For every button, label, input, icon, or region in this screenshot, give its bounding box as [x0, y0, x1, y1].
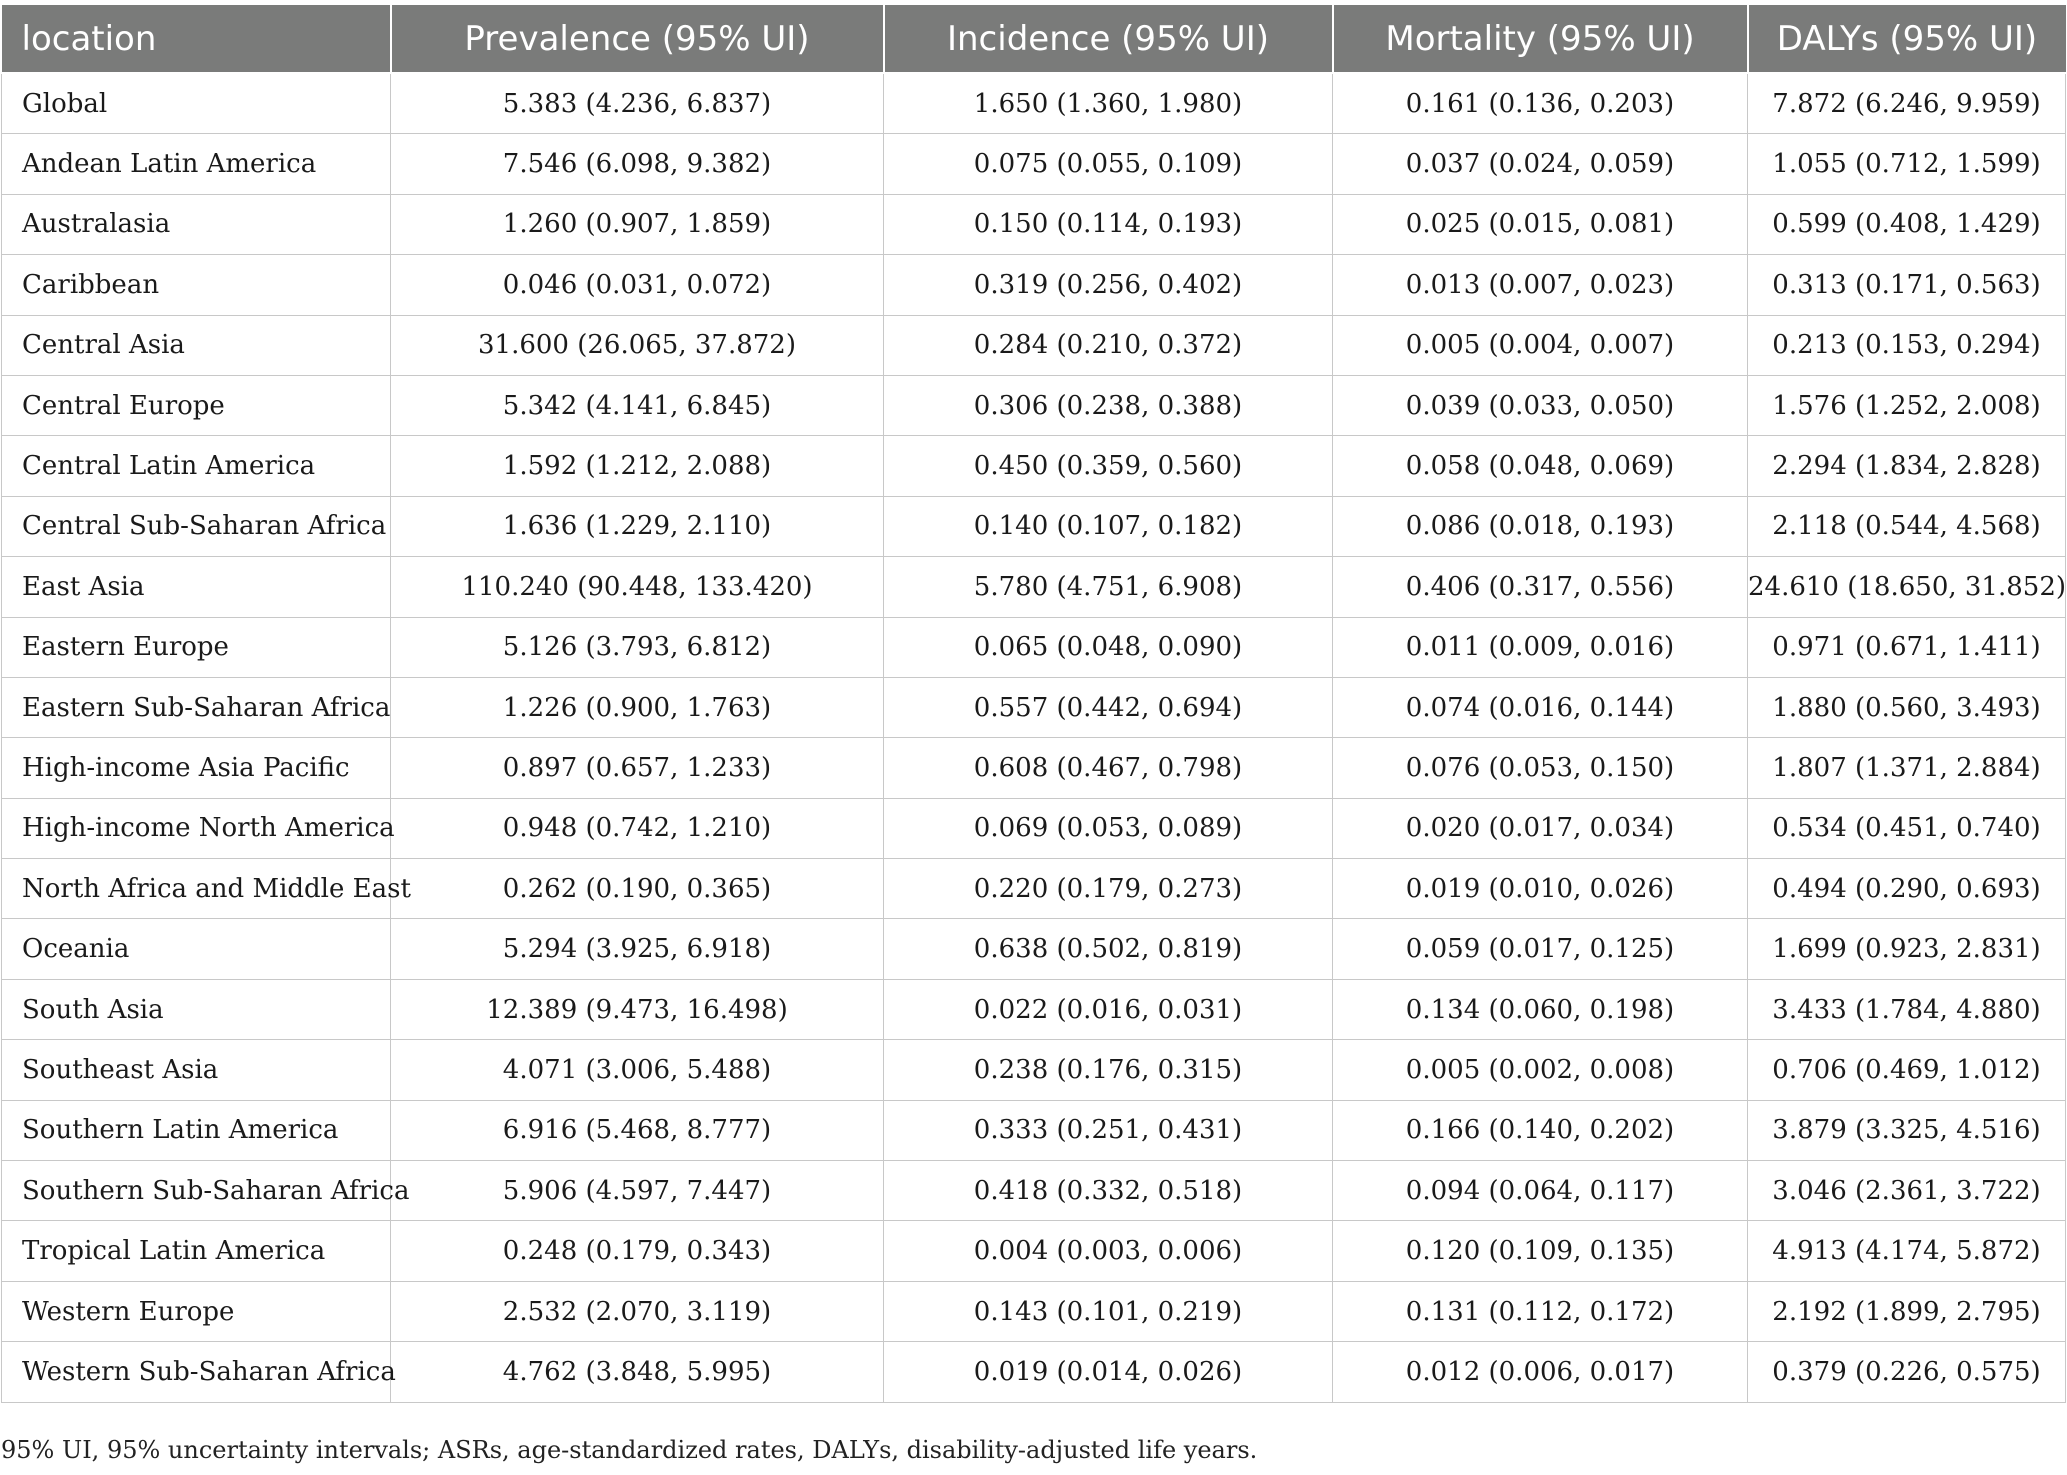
- prevalence-cell: 6.916 (5.468, 8.777): [391, 1100, 884, 1160]
- dalys-cell: 7.872 (6.246, 9.959): [1748, 73, 2066, 134]
- prevalence-cell: 0.262 (0.190, 0.365): [391, 859, 884, 919]
- incidence-cell: 0.075 (0.055, 0.109): [884, 134, 1333, 194]
- dalys-cell: 4.913 (4.174, 5.872): [1748, 1221, 2066, 1281]
- mortality-cell: 0.039 (0.033, 0.050): [1333, 375, 1748, 435]
- dalys-cell: 3.433 (1.784, 4.880): [1748, 979, 2066, 1039]
- mortality-cell: 0.059 (0.017, 0.125): [1333, 919, 1748, 979]
- incidence-cell: 0.319 (0.256, 0.402): [884, 255, 1333, 315]
- location-cell: Caribbean: [2, 255, 391, 315]
- mortality-cell: 0.134 (0.060, 0.198): [1333, 979, 1748, 1039]
- table-body: [2, 73, 2066, 1402]
- mortality-cell: 0.005 (0.004, 0.007): [1333, 315, 1748, 375]
- prevalence-cell: 110.240 (90.448, 133.420): [391, 557, 884, 617]
- prevalence-cell: 5.294 (3.925, 6.918): [391, 919, 884, 979]
- location-cell: Southern Latin America: [2, 1100, 391, 1160]
- mortality-cell: 0.020 (0.017, 0.034): [1333, 798, 1748, 858]
- prevalence-cell: 5.342 (4.141, 6.845): [391, 375, 884, 435]
- location-cell: Central Latin America: [2, 436, 391, 496]
- table-row: [2, 1281, 2066, 1341]
- dalys-cell: 0.599 (0.408, 1.429): [1748, 194, 2066, 254]
- incidence-cell: 0.238 (0.176, 0.315): [884, 1040, 1333, 1100]
- table-row: [2, 1221, 2066, 1281]
- column-header-dalys: DALYs (95% UI): [1748, 5, 2066, 73]
- prevalence-cell: 0.046 (0.031, 0.072): [391, 255, 884, 315]
- location-cell: Global: [2, 73, 391, 134]
- table-row: [2, 1161, 2066, 1221]
- prevalence-cell: 5.126 (3.793, 6.812): [391, 617, 884, 677]
- prevalence-cell: 1.260 (0.907, 1.859): [391, 194, 884, 254]
- location-cell: Western Sub-Saharan Africa: [2, 1342, 391, 1402]
- incidence-cell: 0.150 (0.114, 0.193): [884, 194, 1333, 254]
- table-row: [2, 979, 2066, 1039]
- incidence-cell: 0.284 (0.210, 0.372): [884, 315, 1333, 375]
- location-cell: Southern Sub-Saharan Africa: [2, 1161, 391, 1221]
- dalys-cell: 0.706 (0.469, 1.012): [1748, 1040, 2066, 1100]
- prevalence-cell: 1.592 (1.212, 2.088): [391, 436, 884, 496]
- dalys-cell: 1.807 (1.371, 2.884): [1748, 738, 2066, 798]
- mortality-cell: 0.074 (0.016, 0.144): [1333, 677, 1748, 737]
- location-cell: North Africa and Middle East: [2, 859, 391, 919]
- column-header-incidence: Incidence (95% UI): [884, 5, 1333, 73]
- incidence-cell: 0.418 (0.332, 0.518): [884, 1161, 1333, 1221]
- mortality-cell: 0.058 (0.048, 0.069): [1333, 436, 1748, 496]
- incidence-cell: 0.140 (0.107, 0.182): [884, 496, 1333, 556]
- incidence-cell: 1.650 (1.360, 1.980): [884, 73, 1333, 134]
- location-cell: East Asia: [2, 557, 391, 617]
- header-row: [2, 5, 2066, 73]
- incidence-cell: 0.019 (0.014, 0.026): [884, 1342, 1333, 1402]
- table-row: [2, 1040, 2066, 1100]
- mortality-cell: 0.086 (0.018, 0.193): [1333, 496, 1748, 556]
- data-table: [1, 5, 2066, 1403]
- location-cell: Eastern Sub-Saharan Africa: [2, 677, 391, 737]
- location-cell: High-income North America: [2, 798, 391, 858]
- location-cell: High-income Asia Pacific: [2, 738, 391, 798]
- mortality-cell: 0.005 (0.002, 0.008): [1333, 1040, 1748, 1100]
- dalys-cell: 0.534 (0.451, 0.740): [1748, 798, 2066, 858]
- dalys-cell: 2.192 (1.899, 2.795): [1748, 1281, 2066, 1341]
- incidence-cell: 0.004 (0.003, 0.006): [884, 1221, 1333, 1281]
- dalys-cell: 2.294 (1.834, 2.828): [1748, 436, 2066, 496]
- location-cell: Tropical Latin America: [2, 1221, 391, 1281]
- prevalence-cell: 0.897 (0.657, 1.233): [391, 738, 884, 798]
- dalys-cell: 3.046 (2.361, 3.722): [1748, 1161, 2066, 1221]
- mortality-cell: 0.076 (0.053, 0.150): [1333, 738, 1748, 798]
- table-row: [2, 436, 2066, 496]
- prevalence-cell: 1.226 (0.900, 1.763): [391, 677, 884, 737]
- mortality-cell: 0.019 (0.010, 0.026): [1333, 859, 1748, 919]
- dalys-cell: 1.055 (0.712, 1.599): [1748, 134, 2066, 194]
- location-cell: Southeast Asia: [2, 1040, 391, 1100]
- table-row: [2, 496, 2066, 556]
- table-row: [2, 134, 2066, 194]
- mortality-cell: 0.131 (0.112, 0.172): [1333, 1281, 1748, 1341]
- table-row: [2, 557, 2066, 617]
- table-row: [2, 677, 2066, 737]
- dalys-cell: 24.610 (18.650, 31.852): [1748, 557, 2066, 617]
- prevalence-cell: 1.636 (1.229, 2.110): [391, 496, 884, 556]
- location-cell: Central Europe: [2, 375, 391, 435]
- incidence-cell: 0.557 (0.442, 0.694): [884, 677, 1333, 737]
- mortality-cell: 0.406 (0.317, 0.556): [1333, 557, 1748, 617]
- prevalence-cell: 31.600 (26.065, 37.872): [391, 315, 884, 375]
- location-cell: Central Asia: [2, 315, 391, 375]
- prevalence-cell: 4.071 (3.006, 5.488): [391, 1040, 884, 1100]
- mortality-cell: 0.012 (0.006, 0.017): [1333, 1342, 1748, 1402]
- location-cell: Central Sub-Saharan Africa: [2, 496, 391, 556]
- table-row: [2, 798, 2066, 858]
- incidence-cell: 0.143 (0.101, 0.219): [884, 1281, 1333, 1341]
- table-row: [2, 617, 2066, 677]
- incidence-cell: 0.638 (0.502, 0.819): [884, 919, 1333, 979]
- column-header-location: location: [2, 5, 391, 73]
- dalys-cell: 1.880 (0.560, 3.493): [1748, 677, 2066, 737]
- mortality-cell: 0.094 (0.064, 0.117): [1333, 1161, 1748, 1221]
- incidence-cell: 0.333 (0.251, 0.431): [884, 1100, 1333, 1160]
- dalys-cell: 0.379 (0.226, 0.575): [1748, 1342, 2066, 1402]
- mortality-cell: 0.120 (0.109, 0.135): [1333, 1221, 1748, 1281]
- location-cell: Western Europe: [2, 1281, 391, 1341]
- dalys-cell: 0.313 (0.171, 0.563): [1748, 255, 2066, 315]
- prevalence-cell: 5.383 (4.236, 6.837): [391, 73, 884, 134]
- dalys-cell: 1.699 (0.923, 2.831): [1748, 919, 2066, 979]
- column-header-prevalence: Prevalence (95% UI): [391, 5, 884, 73]
- mortality-cell: 0.011 (0.009, 0.016): [1333, 617, 1748, 677]
- prevalence-cell: 7.546 (6.098, 9.382): [391, 134, 884, 194]
- prevalence-cell: 5.906 (4.597, 7.447): [391, 1161, 884, 1221]
- table-row: [2, 1100, 2066, 1160]
- incidence-cell: 0.450 (0.359, 0.560): [884, 436, 1333, 496]
- prevalence-cell: 12.389 (9.473, 16.498): [391, 979, 884, 1039]
- incidence-cell: 0.306 (0.238, 0.388): [884, 375, 1333, 435]
- dalys-cell: 1.576 (1.252, 2.008): [1748, 375, 2066, 435]
- location-cell: South Asia: [2, 979, 391, 1039]
- prevalence-cell: 4.762 (3.848, 5.995): [391, 1342, 884, 1402]
- table-row: [2, 73, 2066, 134]
- table-row: [2, 859, 2066, 919]
- location-cell: Andean Latin America: [2, 134, 391, 194]
- table-row: [2, 919, 2066, 979]
- mortality-cell: 0.166 (0.140, 0.202): [1333, 1100, 1748, 1160]
- location-cell: Oceania: [2, 919, 391, 979]
- incidence-cell: 0.069 (0.053, 0.089): [884, 798, 1333, 858]
- incidence-cell: 0.065 (0.048, 0.090): [884, 617, 1333, 677]
- incidence-cell: 0.022 (0.016, 0.031): [884, 979, 1333, 1039]
- mortality-cell: 0.161 (0.136, 0.203): [1333, 73, 1748, 134]
- incidence-cell: 0.608 (0.467, 0.798): [884, 738, 1333, 798]
- table-row: [2, 255, 2066, 315]
- dalys-cell: 0.213 (0.153, 0.294): [1748, 315, 2066, 375]
- table-header: [2, 5, 2066, 73]
- dalys-cell: 3.879 (3.325, 4.516): [1748, 1100, 2066, 1160]
- table-row: [2, 194, 2066, 254]
- prevalence-cell: 2.532 (2.070, 3.119): [391, 1281, 884, 1341]
- mortality-cell: 0.025 (0.015, 0.081): [1333, 194, 1748, 254]
- dalys-cell: 0.494 (0.290, 0.693): [1748, 859, 2066, 919]
- dalys-cell: 0.971 (0.671, 1.411): [1748, 617, 2066, 677]
- prevalence-cell: 0.248 (0.179, 0.343): [391, 1221, 884, 1281]
- column-header-mortality: Mortality (95% UI): [1333, 5, 1748, 73]
- incidence-cell: 5.780 (4.751, 6.908): [884, 557, 1333, 617]
- table-row: [2, 738, 2066, 798]
- incidence-cell: 0.220 (0.179, 0.273): [884, 859, 1333, 919]
- table-footnote: 95% UI, 95% uncertainty intervals; ASRs, age-standardized rates, DALYs, disability-adjusted life years.: [1, 1436, 1258, 1464]
- prevalence-cell: 0.948 (0.742, 1.210): [391, 798, 884, 858]
- table-row: [2, 1342, 2066, 1402]
- location-cell: Eastern Europe: [2, 617, 391, 677]
- table-row: [2, 315, 2066, 375]
- table-row: [2, 375, 2066, 435]
- location-cell: Australasia: [2, 194, 391, 254]
- mortality-cell: 0.037 (0.024, 0.059): [1333, 134, 1748, 194]
- mortality-cell: 0.013 (0.007, 0.023): [1333, 255, 1748, 315]
- dalys-cell: 2.118 (0.544, 4.568): [1748, 496, 2066, 556]
